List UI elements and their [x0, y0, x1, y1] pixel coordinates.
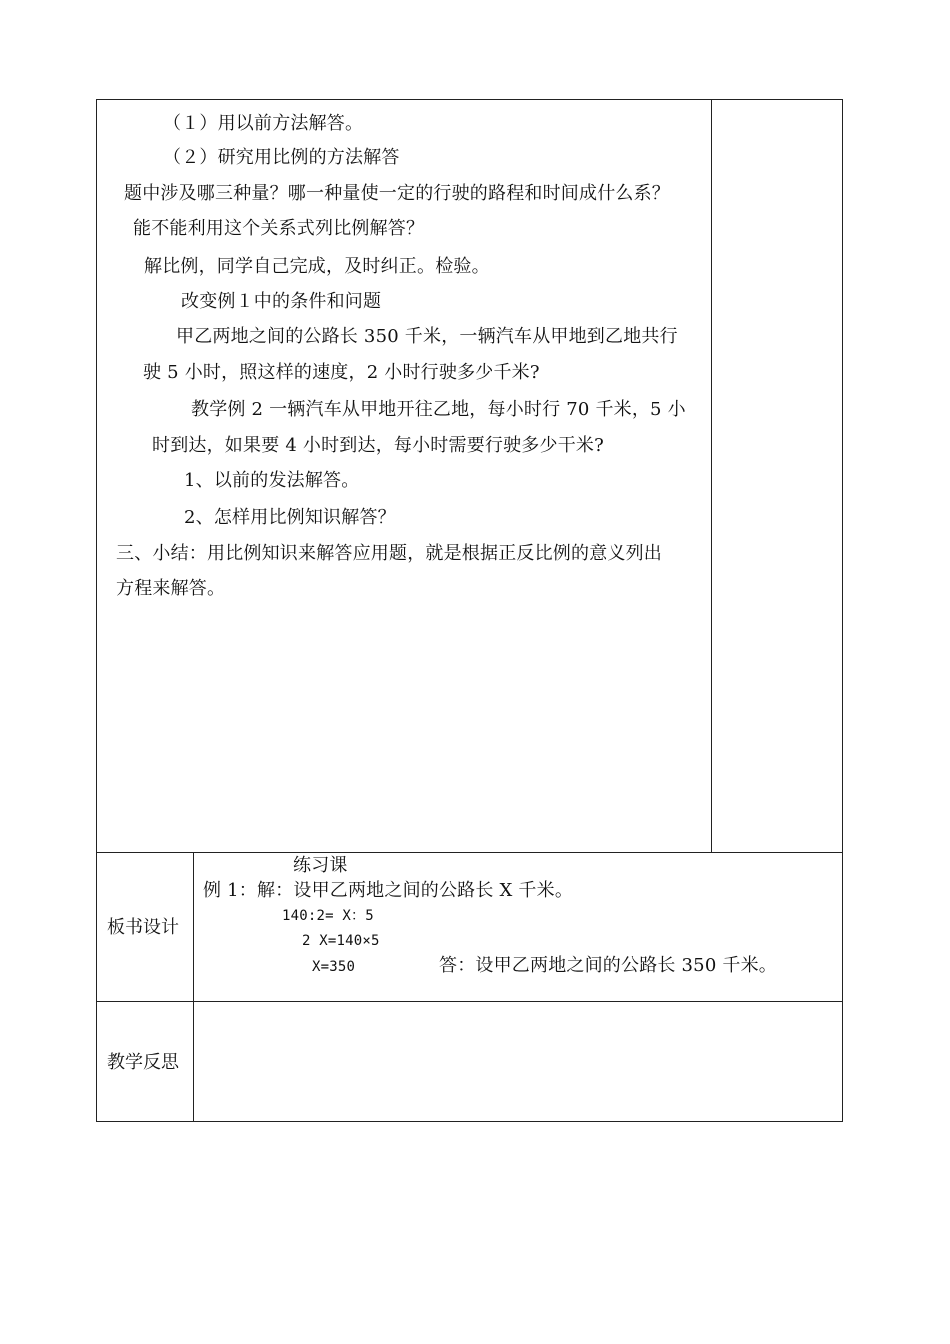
teaching-reflection-label: 教学反思 [107, 1052, 179, 1073]
text-line: （１）用以前方法解答。 [163, 113, 364, 134]
board-equation-3: X=350 [312, 959, 356, 975]
text-line: 时到达，如果要 4 小时到达，每小时需要行驶多少干米? [152, 435, 604, 456]
table-right-border [842, 99, 843, 1122]
table-top-border [96, 99, 843, 100]
text-line: 方程来解答。 [116, 578, 226, 599]
board-design-label: 板书设计 [107, 917, 179, 938]
label-column-divider [193, 852, 194, 1122]
board-equation-1: 140:2= X：5 [282, 908, 374, 924]
text-line: 2、怎样用比例知识解答？ [184, 507, 396, 528]
row-divider-reflection [96, 1001, 843, 1002]
text-line: 题中涉及哪三种量？哪一种量使一定的行驶的路程和时间成什么系？ [124, 183, 670, 204]
board-example-line: 例 1：解：设甲乙两地之间的公路长 X 千米。 [203, 880, 574, 901]
text-line: （２）研究用比例的方法解答 [163, 147, 400, 168]
table-bottom-border [96, 1121, 843, 1122]
text-line: 驶 5 小时，照这样的速度，2 小时行驶多少千米? [143, 362, 540, 383]
text-line: 1、以前的发法解答。 [184, 470, 360, 491]
text-line: 改变例１中的条件和问题 [181, 291, 382, 312]
text-line: 教学例 2 一辆汽车从甲地开往乙地，每小时行 70 千米，5 小 [191, 399, 686, 420]
text-line: 甲乙两地之间的公路长 350 千米，一辆汽车从甲地到乙地共行 [176, 326, 678, 347]
text-line: 能不能利用这个关系式列比例解答？ [133, 218, 425, 239]
board-title: 练习课 [293, 855, 348, 876]
table-left-border [96, 99, 97, 1122]
board-equation-2: 2 X=140×5 [302, 933, 380, 949]
notes-column-divider [711, 99, 712, 853]
row-divider-board [96, 852, 843, 853]
board-answer: 答：设甲乙两地之间的公路长 350 千米。 [439, 955, 777, 976]
text-line: 三、小结：用比例知识来解答应用题，就是根据正反比例的意义列出 [116, 543, 662, 564]
text-line: 解比例，同学自己完成，及时纠正。检验。 [144, 256, 490, 277]
